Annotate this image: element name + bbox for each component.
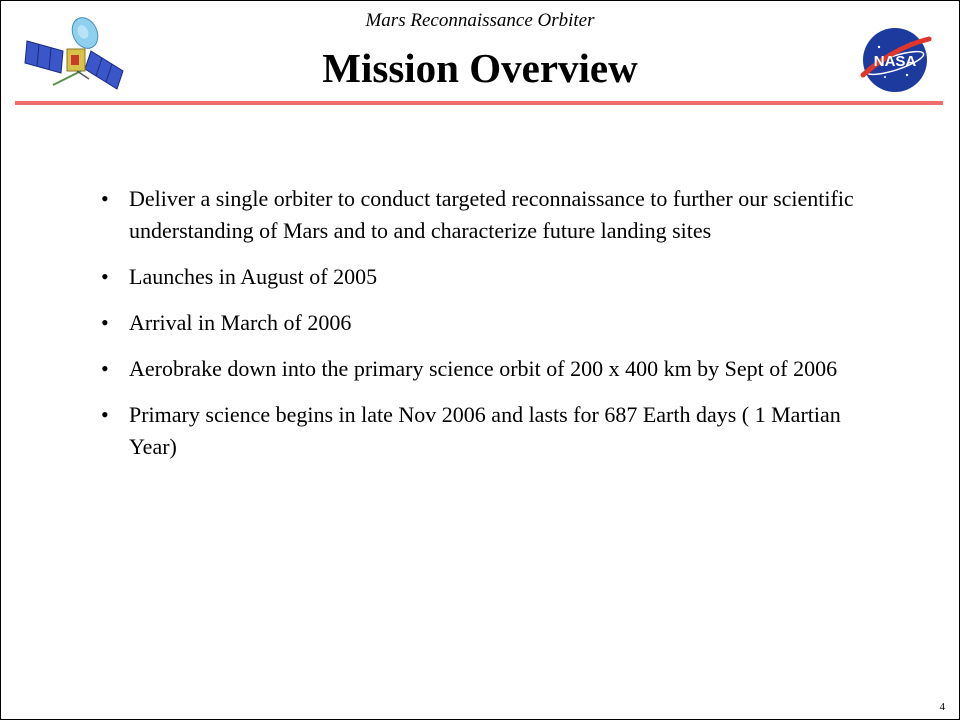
bullet-marker: • xyxy=(101,186,109,211)
bullet-marker: • xyxy=(101,310,109,335)
bullet-marker: • xyxy=(101,264,109,289)
bullet-text: Deliver a single orbiter to conduct targeted reconnaissance to further our scientific understanding of Mars and to and characterize future landing sites xyxy=(129,186,854,243)
bullet-item xyxy=(101,399,891,463)
bullet-item xyxy=(101,307,891,339)
bullet-marker: • xyxy=(101,402,109,427)
bullet-text: Arrival in March of 2006 xyxy=(129,310,352,335)
nasa-logo-text: NASA xyxy=(873,53,917,70)
slide-title: Mission Overview xyxy=(322,45,638,91)
slide-subtitle: Mars Reconnaissance Orbiter xyxy=(365,10,595,31)
bullet-item xyxy=(101,261,891,293)
bullet-list xyxy=(101,183,891,477)
bullet-text: Launches in August of 2005 xyxy=(129,264,378,289)
bullet-item xyxy=(101,353,891,385)
bullet-marker: • xyxy=(101,356,109,381)
bullet-text: Aerobrake down into the primary science orbit of 200 x 400 km by Sept of 2006 xyxy=(129,356,838,381)
bullet-text: Primary science begins in late Nov 2006 and lasts for 687 Earth days ( 1 Martian Year) xyxy=(129,402,841,459)
bullet-item xyxy=(101,183,891,247)
header-divider xyxy=(15,101,943,105)
page-number: 4 xyxy=(939,701,945,713)
